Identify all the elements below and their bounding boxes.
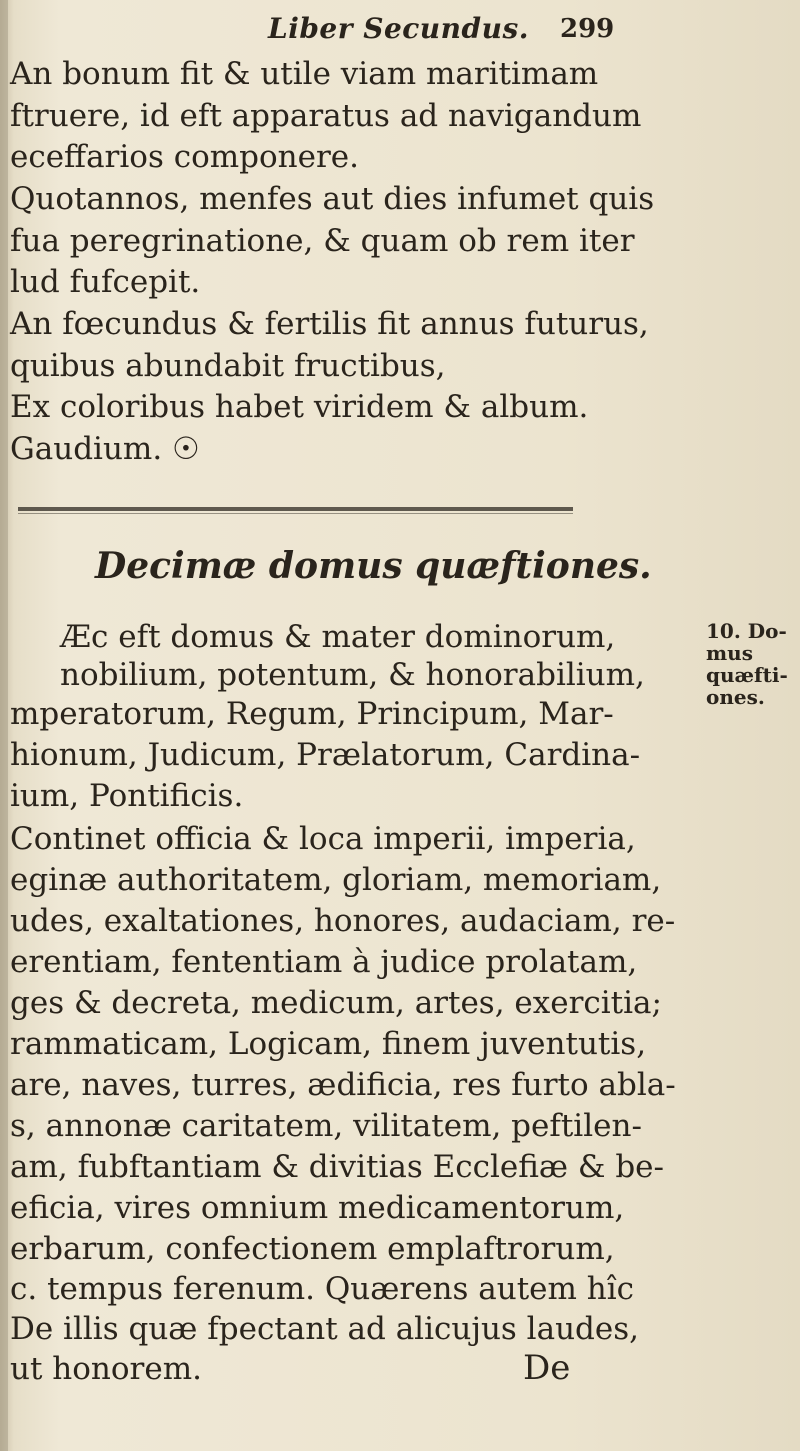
text-line: nobilium, potentum, & honorabilium, — [60, 657, 645, 693]
margin-note-line: mus — [706, 641, 753, 665]
text-line: erbarum, confectionem emplaftrorum, — [10, 1231, 615, 1267]
section-divider-rule-thin — [18, 513, 573, 514]
running-title: Liber Secundus. — [268, 12, 529, 45]
text-line: mperatorum, Regum, Principum, Mar- — [10, 696, 614, 732]
text-line: ut honorem. — [10, 1351, 202, 1387]
section-divider-rule — [18, 507, 573, 511]
text-line: eficia, vires omnium medicamentorum, — [10, 1190, 625, 1226]
text-line: fua peregrinatione, & quam ob rem iter — [10, 223, 635, 259]
text-line: are, naves, turres, ædificia, res furto abla- — [10, 1067, 676, 1103]
margin-note — [706, 620, 800, 708]
text-line: eginæ authoritatem, gloriam, memoriam, — [10, 862, 662, 898]
text-line: ium, Pontificis. — [10, 778, 244, 814]
text-line: hionum, Judicum, Prælatorum, Cardina- — [10, 737, 641, 773]
margin-note-line: ones. — [706, 685, 765, 709]
text-line: erentiam, fententiam à judice prolatam, — [10, 944, 638, 980]
text-line: De illis quæ fpectant ad alicujus laudes, — [10, 1311, 639, 1347]
catchword: De — [523, 1348, 571, 1388]
text-line: c. tempus ferenum. Quærens autem hîc — [10, 1271, 635, 1307]
margin-note-line: quæfti- — [706, 663, 788, 687]
section-heading: Decimæ domus quæftiones. — [95, 545, 652, 587]
text-line: An bonum fit & utile viam maritimam — [10, 56, 599, 92]
text-line: Gaudium. ☉ — [10, 431, 200, 467]
text-line: s, annonæ caritatem, vilitatem, peftilen- — [10, 1108, 642, 1144]
text-line: udes, exaltationes, honores, audaciam, re- — [10, 903, 676, 939]
text-line: Ex coloribus habet viridem & album. — [10, 389, 589, 425]
page-gutter-shadow — [0, 0, 8, 1451]
text-line-initial: Æc eft domus & mater dominorum, — [60, 619, 616, 655]
text-line: ftruere, id eft apparatus ad navigandum — [10, 98, 642, 134]
text-line: lud fufcepit. — [10, 264, 201, 300]
margin-note-line: 10. Do- — [706, 619, 787, 643]
page-header — [0, 12, 800, 52]
text-line: Quotannos, menfes aut dies infumet quis — [10, 181, 655, 217]
text-line: An fœcundus & fertilis fit annus futurus, — [10, 306, 649, 342]
text-line: eceffarios componere. — [10, 139, 359, 175]
page-number: 299 — [560, 14, 615, 44]
text-line: quibus abundabit fructibus, — [10, 348, 446, 384]
text-line: ges & decreta, medicum, artes, exercitia; — [10, 985, 662, 1021]
text-line: am, fubftantiam & divitias Ecclefiæ & be- — [10, 1149, 664, 1185]
text-line: Continet officia & loca imperii, imperia, — [10, 821, 636, 857]
text-line: rammaticam, Logicam, finem juventutis, — [10, 1026, 647, 1062]
